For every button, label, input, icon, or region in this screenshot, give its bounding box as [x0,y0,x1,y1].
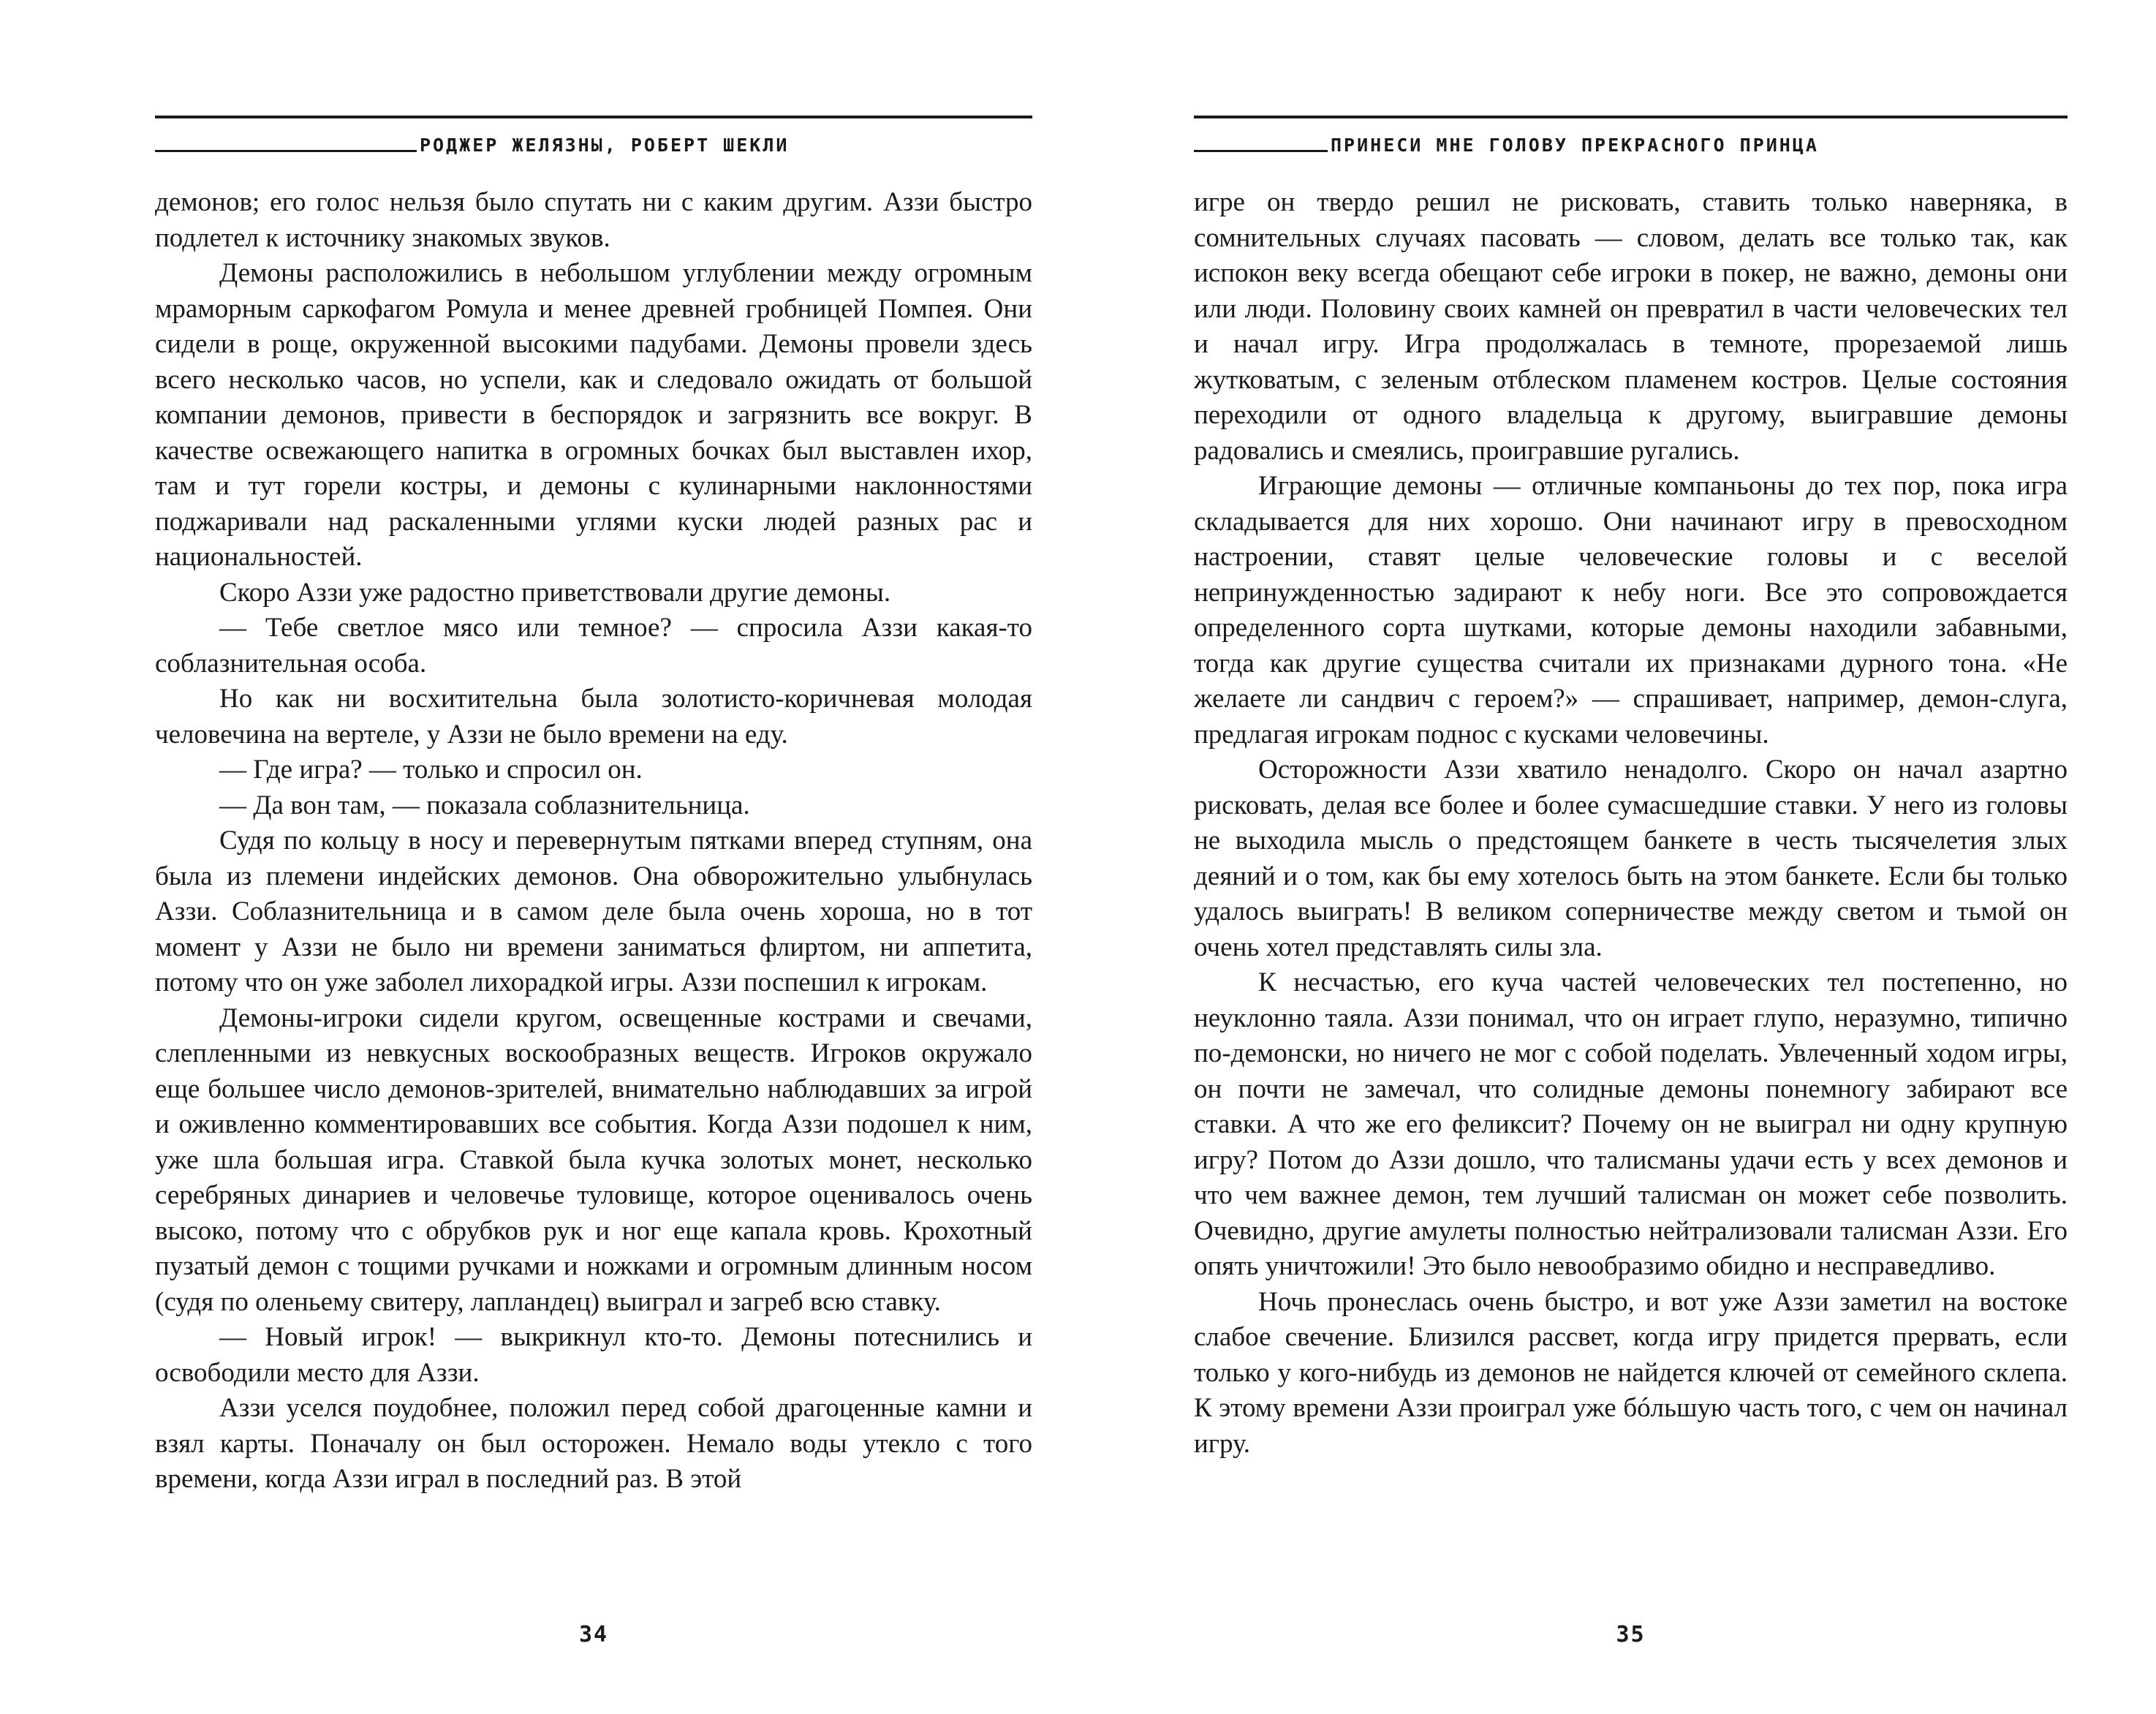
header-top-rule [155,116,1032,118]
paragraph: Осторожности Аззи хватило ненадолго. Скоро он начал азартно рисковать, делая все более и более сумасшедшие ставки. У него из головы не выходила мысль о предстоящем банкете в честь тысячелетия злых деяний и о том, как бы ему хотелось быть на этом банкете. Если бы только удалось выиграть! В великом соперничестве между светом и тьмой он очень хотел представлять силы зла. [1194,755,2068,962]
left-page [155,110,1032,1667]
paragraph: К несчастью, его куча частей человеческих тел постепенно, но неуклонно таяла. Аззи понимал, что он играет глупо, неразумно, типично по-демонски, но ничего не мог с собой поделать. Увлеченный ходом игры, он почти не замечал, что солидные демоны понемногу забирают все ставки. А что же его феликсит? Почему он не выиграл ни одну крупную игру? Потом до Аззи дошло, что талисманы удачи есть у всех демонов и что чем важнее демон, тем лучший талисман он может себе позволить. Очевидно, другие амулеты полностью нейтрализовали талисман Аззи. Его опять уничтожили! Это было невообразимо обидно и несправедливо. [1194,967,2068,1281]
paragraph: — Где игра? — только и спросил он. [219,755,643,785]
paragraph: Демоны-игроки сидели кругом, освещенные кострами и свечами, слепленными из невкусных воскообразных веществ. Игроков окружало еще большее число демонов-зрителей, внимательно наблюдавших за игрой и оживленно комментировавших все события. Когда Аззи подошел к ним, уже шла большая игра. Ставкой была кучка золотых монет, несколько серебряных динариев и человечье туловище, которое оценивалось очень высоко, потому что с обрубков рук и ног еще капала кровь. Крохотный пузатый демон с тощими ручками и ножками и огромным длинным носом (судя по оленьему свитеру, лапландец) выиграл и загреб всю ставку. [155,1003,1032,1317]
header-top-rule [1194,116,2068,118]
paragraph: Но как ни восхитительна была золотисто-коричневая молодая человечина на вертеле, у Аззи не было времени на еду. [155,684,1032,750]
header-lead-rule [155,150,417,152]
paragraph: Судя по кольцу в носу и перевернутым пятками вперед ступням, она была из племени индейских демонов. Она обворожительно улыбнулась Аззи. Соблазнительница и в самом деле была очень хороша, но в тот момент у Аззи не было ни времени заниматься флиртом, ни аппетита, потому что он уже заболел лихорадкой игры. Аззи поспешил к игрокам. [155,826,1032,997]
right-page-body [1194,185,2068,1462]
paragraph: — Новый игрок! — выкрикнул кто-то. Демоны потеснились и освободили место для Аззи. [155,1322,1032,1388]
paragraph: демонов; его голос нельзя было спутать ни с каким другим. Аззи быстро подлетел к источнику знакомых звуков. [155,187,1032,253]
left-page-header [155,110,1032,154]
header-lead-rule [1194,150,1328,152]
paragraph: Ночь пронеслась очень быстро, и вот уже Аззи заметил на востоке слабое свечение. Близился рассвет, когда игру придется прервать, если только у кого-нибудь из демонов не найдется ключей от семейного склепа. К этому времени Аззи проиграл уже бóльшую часть того, с чем он начинал игру. [1194,1286,2068,1459]
paragraph: Аззи уселся поудобнее, положил перед собой драгоценные камни и взял карты. Поначалу он был осторожен. Немало воды утекло с того времени, когда Аззи играл в последний раз. В этой [155,1393,1032,1494]
paragraph: Скоро Аззи уже радостно приветствовали другие демоны. [219,577,891,608]
running-head: ПРИНЕСИ МНЕ ГОЛОВУ ПРЕКРАСНОГО ПРИНЦА [1331,135,1819,156]
page-number: 34 [578,1622,609,1647]
paragraph: Демоны расположились в небольшом углублении между огромным мраморным саркофагом Ромула и менее древней гробницей Помпея. Они сидели в роще, окруженной высокими падубами. Демоны провели здесь всего несколько часов, но успели, как и следовало ожидать от большой компании демонов, привести в беспорядок и загрязнить все вокруг. В качестве освежающего напитка в огромных бочках был выставлен ихор, там и тут горели костры, и демоны с кулинарными наклонностями поджаривали над раскаленными углями куски людей разных рас и национальностей. [155,258,1032,572]
paragraph: Играющие демоны — отличные компаньоны до тех пор, пока игра складывается для них хорошо. Они начинают игру в превосходном настроении, ставят целые человеческие головы и с веселой непринужденностью задирают к небу ноги. Все это сопровождается определенного сорта шутками, которые демоны находили забавными, тогда как другие существа считали их признаками дурного тона. «Не желаете ли сандвич с героем?» — спрашивает, например, демон-слуга, предлагая игрокам поднос с кусками человечины. [1194,471,2068,750]
paragraph: — Тебе светлое мясо или темное? — спросила Аззи какая-то соблазнительная особа. [155,613,1032,679]
right-page-header [1194,110,2068,154]
left-page-body [155,185,1032,1498]
running-head: РОДЖЕР ЖЕЛЯЗНЫ, РОБЕРТ ШЕКЛИ [420,135,790,156]
page-number: 35 [1616,1622,1646,1647]
paragraph: игре он твердо решил не рисковать, ставить только наверняка, в сомнительных случаях пасовать — словом, делать все только так, как испокон веку всегда обещают себе игроки в покер, не важно, демоны они или люди. Половину своих камней он превратил в части человеческих тел и начал игру. Игра продолжалась в темноте, прорезаемой лишь жутковатым, с зеленым отблеском пламенем костров. Целые состояния переходили от одного владельца к другому, выигравшие демоны радовались и смеялись, проигравшие ругались. [1194,187,2068,466]
right-page [1194,110,2068,1667]
paragraph: — Да вон там, — показала соблазнительница. [219,790,750,820]
